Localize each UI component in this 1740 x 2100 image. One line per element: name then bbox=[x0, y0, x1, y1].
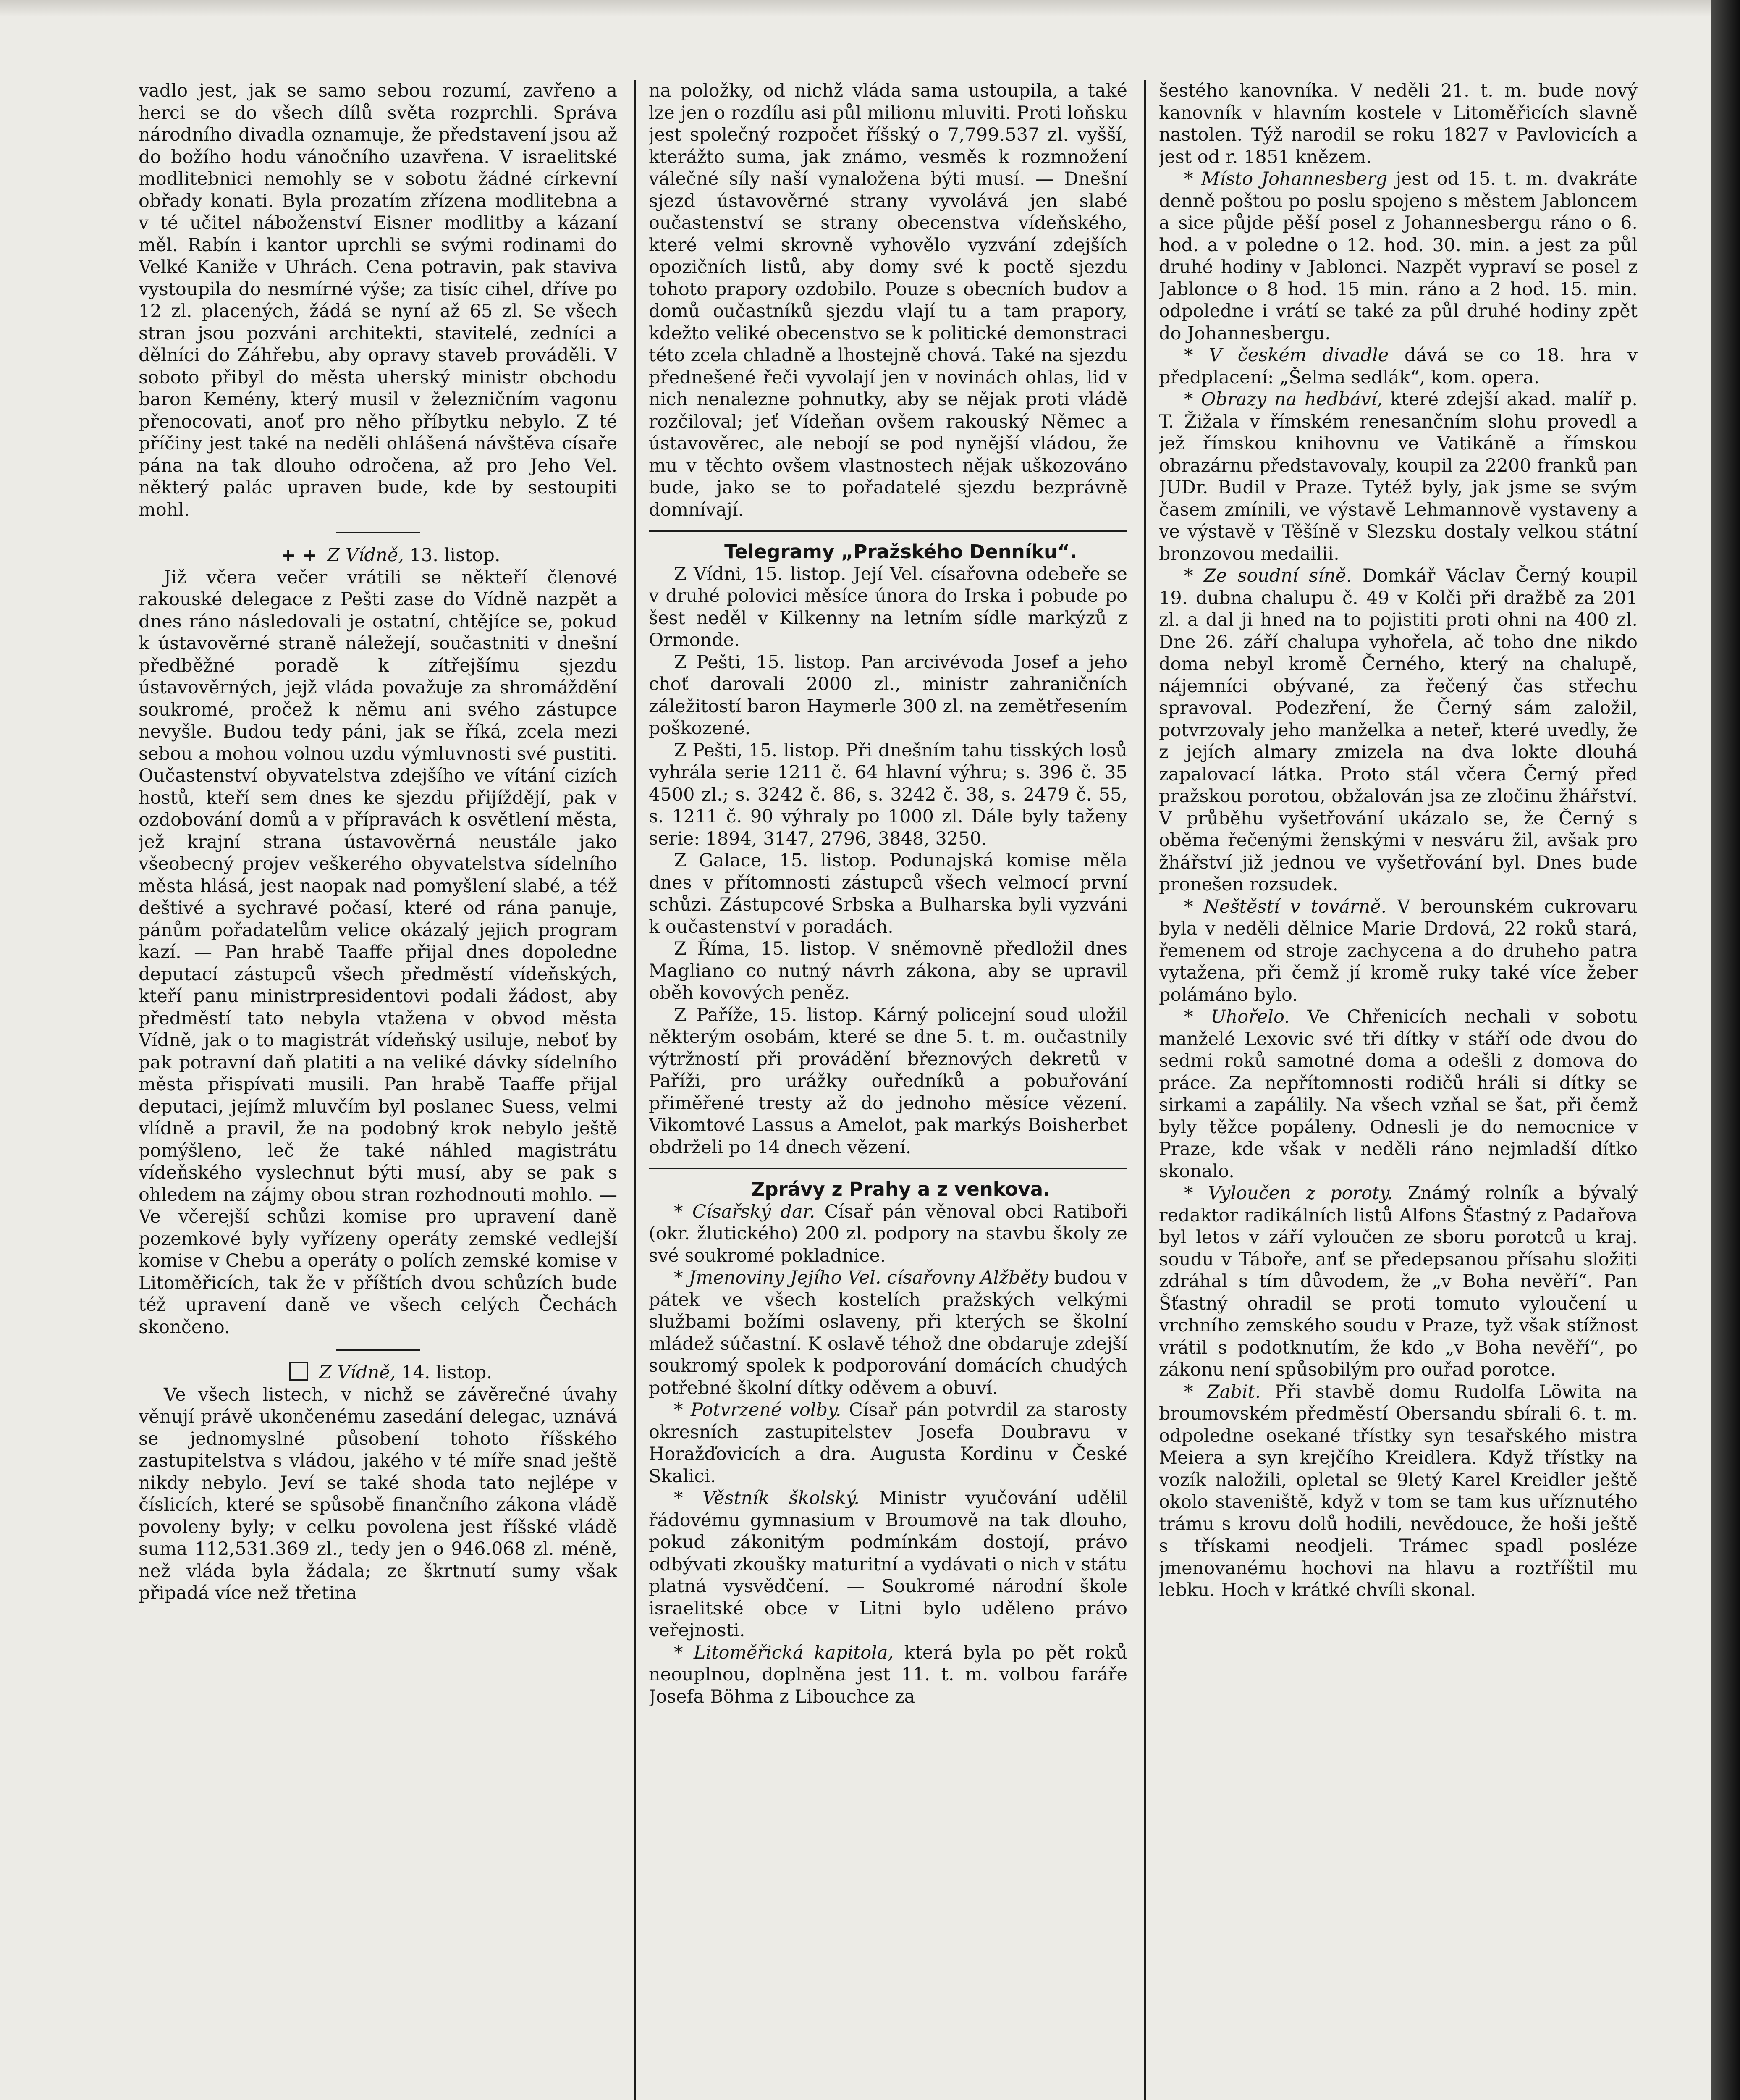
news-item-title: Místo Johannesberg bbox=[1201, 168, 1388, 189]
news-item-text: Císař pán věnoval obci Ratiboři (okr. žlutického) 200 zl. podpory na stavbu školy ze své soukromé pokladnice. bbox=[649, 1201, 1127, 1266]
dateline-date: 14. listop. bbox=[401, 1362, 493, 1383]
news-item-text: Císař pán potvrdil za starosty okresních zastupitelstev Josefa Doubravu v Horažďovicích a dra. Augusta Kordinu v České Skalici. bbox=[649, 1399, 1127, 1487]
news-item-title: Neštěstí v továrně. bbox=[1203, 896, 1387, 917]
cross-marker-icon: + + bbox=[280, 545, 317, 566]
news-item-title: Věstník školský. bbox=[702, 1488, 860, 1509]
news-item-text: Ve Chřenicích nechali v sobotu manželé Lexovic své tři dítky v stáří ode dvou do sedmi roků samotné doma a odešli z domova do práce. Za nepřítomnosti rodičů hráli si dítky se sirkami a zapálily. Na všech vzňal se šat, při čemž byly těžce popáleny. Odnesli je do nemocnice v Praze, kde však v neděli ráno nejmladší dítko skonalo. bbox=[1159, 1006, 1638, 1182]
article-vienna-14: Ve všech listech, v nichž se závěrečné úvahy věnují právě ukončenému zasedání delegac, uznává se jednomyslné působení tohoto říšského zastupitelstva s vládou, jakého v té míře snad ještě nikdy nebylo. Jeví se také shoda tato nejlépe v číslicích, které se spůsobě finančního zákona vládě povoleny byly; v celku povolena jest říšské vládě suma 112,531.369 zl., tedy jen o 946.068 zl. méně, než vláda byla žádala; ze škrtnutí sumy však připadá více než třetina bbox=[139, 1384, 617, 1604]
news-item: * Císařský dar. Císař pán věnoval obci Ratiboři (okr. žlutického) 200 zl. podpory na stavbu školy ze své soukromé pokladnice. bbox=[649, 1201, 1127, 1266]
dateline-place: Z Vídně, bbox=[327, 545, 404, 566]
news-item-text: které zdejší akad. malíř p. T. Žižala v římském renesančním slohu provedl a jež římskou knihovnu ve Vatikáně a římskou obrazárnu představovaly, koupil za 2200 franků pan JUDr. Budil v Praze. Tytéž byly, jak jsme se svým časem zmínili, ve výstavě Lehmannově vystaveny a ve výstavě v Těšíně v Slezsku dostaly velkou státní bronzovou medailii. bbox=[1159, 389, 1638, 564]
news-item-title: Zabit. bbox=[1207, 1381, 1261, 1402]
column-3 bbox=[1159, 80, 1638, 2100]
article-vienna-13: Již včera večer vrátili se někteří členové rakouské delegace z Pešti zase do Vídně nazpět a dnes ráno následovali je ostatní, chtějíce se, pokud k ústavověrné straně náležejí, součastniti v dnešní předběžné poradě k zítřejšímu sjezdu ústavověrných, jejž vláda považuje za shromáždění soukromé, pročež k němu ani svého zástupce nevyšle. Budou tedy páni, jak se říká, zcela mezi sebou a mohou volnou uzdu výmluvnosti své pustiti. Oučastenství obyvatelstva zdejšího ve vítání cizích hostů, kteří sem dnes ke sjezdu přijíždějí, pak v ozdobování domů a v přípravách k osvětlení města, jež krajní strana ústavověrná neustále jako všeobecný projev veškerého obyvatelstva sídelního města hlásá, jest naopak nad pomyšlení slabé, a též deštivé a sychravé počasí, které od rána panuje, pánům pořadatelům velice okázalý jejich program kazí. — Pan hrabě Taaffe přijal dnes dopoledne deputací zástupců všech předměstí vídeňských, kteří panu ministrpresidentovi podali žádost, aby předměstí tato nebyla vtažena v obvod města Vídně, jak o to magistrát vídeňský usiluje, neboť by pak potravní daň platiti a na veliké dávky sídelního města přispívati musili. Pan hrabě Taaffe přijal deputaci, jejímž mluvčím byl poslanec Suess, velmi vlídně a pravil, že na podobný krok nebylo ještě pomýšleno, leč že také náhled magistrátu vídeňského vyslechnut býti musí, aby se pak s ohledem na zájmy obou stran rozhodnouti mohlo. — Ve včerejší schůzi komise pro upravení daně pozemkové byly vyřízeny operáty zemské vedlejší komise v Chebu a operáty o polích zemské komise v Litoměřicích, tak že v příštích dvou schůzích bude též upravení daně ve všech celých Čechách skončeno. bbox=[139, 567, 617, 1338]
news-item-text: Domkář Václav Černý koupil 19. dubna chalupu č. 49 v Kolči při dražbě za 201 zl. a dal ji hned na to pojistiti proti ohni na 400 zl. Dne 26. září chalupa vyhořela, ač toho dne nikdo doma nebyl kromě Černého, který na chalupě, nájemníci obývané, za řečený čas střechu spravoval. Podezření, že Černý sám založil, potvrzovaly jeho manželka a neteř, které uvedly, že z jejích almary zmizela na dva lokte dlouhá zapalovací látka. Proto stál včera Černý před pražskou porotou, obžalován jsa ze zločinu žhářství. V průběhu vyšetřování ukázalo se, že Černý s oběma řečenými ženskými v nesváru žil, avšak pro žhářství již jednou ve vyšetřování byl. Dnes bude pronešen rozsudek. bbox=[1159, 565, 1638, 895]
news-item: * Zabit. Při stavbě domu Rudolfa Löwita na broumovském předměstí Obersandu sbírali 6. t. m. odpoledne osekané třístky syn tesařského mistra Meiera a syn krejčího Kreidlera. Když třístky na vozík naložili, opletal se 9letý Karel Kreidler ještě okolo staveniště, když v tom se tam kus uříznutého trámu s krovu dolů hodili, nevědouce, že hoši ještě s třískami neodjeli. Trámec spadl posléze jmenovanému hochovi na hlavu a roztříštil mu lebku. Hoch v krátké chvíli skonal. bbox=[1159, 1381, 1638, 1601]
news-item-text: Známý rolník a bývalý redaktor radikálních listů Alfons Šťastný z Padařova byl letos v září vyloučen ze sboru porotců u kraj. soudu v Táboře, anť se předepsanou přísahu složiti zdráhal s tím důvodem, že „v Boha nevěří“. Pan Šťastný ohradil se proti tomuto vyloučení u vrchního zemského soudu v Praze, tyž však stížnost vrátil s podotknutím, že kdo „v Boha nevěří“, po zákonu není spůsobilým pro ouřad porotce. bbox=[1159, 1183, 1638, 1380]
telegram-heading: Telegramy „Pražského Denníku“. bbox=[724, 541, 1077, 563]
dateline-vienna-13 bbox=[139, 544, 617, 567]
news-item: * Jmenoviny Jejího Vel. císařovny Alžběty budou v pátek ve všech kostelích pražských velkými službami božími oslaveny, při kterých se školní mládež súčastní. K oslavě téhož dne obdaruje zdejší soukromý spolek k podporování domácích chudých potřebné školní dítky oděvem a obuví. bbox=[649, 1267, 1127, 1399]
news-item-text: dává se co 18. hra v předplacení: „Šelma sedlák“, kom. opera. bbox=[1159, 345, 1638, 388]
telegram-item: Z Paříže, 15. listop. Kárný policejní soud uložil některým osobám, které se dne 5. t. m. oučastnily výtržností při provádění březnových dekretů v Paříži, pro urážky ouředníků a pobuřování přiměřené tresty až do jednoho měsíce vězení. Vikomtové Lassus a Amelot, pak markýs Boisherbet obdrželi po 14 dnech vězení. bbox=[649, 1004, 1127, 1158]
news-item-text: Při stavbě domu Rudolfa Löwita na broumovském předměstí Obersandu sbírali 6. t. m. odpoledne osekané třístky syn tesařského mistra Meiera a syn krejčího Kreidlera. Když třístky na vozík naložili, opletal se 9letý Karel Kreidler ještě okolo staveniště, když v tom se tam kus uříznutého trámu s krovu dolů hodili, nevědouce, že hoši ještě s třískami neodjeli. Trámec spadl posléze jmenovanému hochovi na hlavu a roztříštil mu lebku. Hoch v krátké chvíli skonal. bbox=[1159, 1381, 1638, 1601]
column-rule bbox=[634, 80, 636, 2100]
dateline-date: 13. listop. bbox=[409, 545, 501, 566]
square-marker-icon bbox=[289, 1362, 308, 1381]
news-item: * Litoměřická kapitola, která byla po pět roků neouplnou, doplněna jest 11. t. m. volbou faráře Josefa Böhma z Libouchce za bbox=[649, 1642, 1127, 1707]
news-item: * Obrazy na hedbáví, které zdejší akad. malíř p. T. Žižala v římském renesančním slohu provedl a jež římskou knihovnu ve Vatikáně a římskou obrazárnu představovaly, koupil za 2200 franků pan JUDr. Budil v Praze. Tytéž byly, jak jsme se svým časem zmínili, ve výstavě Lehmannově vystaveny a ve výstavě v Těšíně v Slezsku dostaly velkou státní bronzovou medailii. bbox=[1159, 389, 1638, 564]
news-item-title: Císařský dar. bbox=[692, 1201, 815, 1222]
news-item: * Uhořelo. Ve Chřenicích nechali v sobotu manželé Lexovic své tři dítky v stáří ode dvou do sedmi roků samotné doma a odešli z domova do práce. Za nepřítomnosti rodičů hráli si dítky se sirkami a zapálily. Na všech vzňal se šat, při čemž byly těžce popáleny. Odnesli je do nemocnice v Praze, kde však v neděli ráno nejmladší dítko skonalo. bbox=[1159, 1006, 1638, 1182]
news-item-continuation: šestého kanovníka. V neděli 21. t. m. bude nový kanovník v hlavním kostele v Litoměřicích slavně nastolen. Týž narodil se roku 1827 v Pavlovicích a jest od r. 1851 knězem. bbox=[1159, 80, 1638, 168]
section-divider bbox=[649, 1168, 1127, 1169]
news-item-title: V českém divadle bbox=[1209, 345, 1389, 366]
news-item: * Potvrzené volby. Císař pán potvrdil za starosty okresních zastupitelstev Josefa Doubravu v Horažďovicích a dra. Augusta Kordinu v České Skalici. bbox=[649, 1399, 1127, 1487]
news-item: * Neštěstí v továrně. V berounském cukrovaru byla v neděli dělnice Marie Drdová, 22 roků stará, řemenem od stroje zachycena a do druheho patra vytažena, při čemž jí kromě ruky také více žeber polámáno bylo. bbox=[1159, 896, 1638, 1005]
news-item-title: Uhořelo. bbox=[1211, 1006, 1290, 1027]
news-item: * Vyloučen z poroty. Známý rolník a bývalý redaktor radikálních listů Alfons Šťastný z Padařova byl letos v září vyloučen ze sboru porotců u kraj. soudu v Táboře, anť se předepsanou přísahu složiti zdráhal s tím důvodem, že „v Boha nevěří“. Pan Šťastný ohradil se proti tomuto vyloučení u vrchního zemského soudu v Praze, tyž však stížnost vrátil s podotknutím, že kdo „v Boha nevěří“, po zákonu není spůsobilým pro ouřad porotce. bbox=[1159, 1183, 1638, 1380]
article-continuation-zagreb: vadlo jest, jak se samo sebou rozumí, zavřeno a herci se do všech dílů světa rozprchli. Správa národního divadla oznamuje, že představení jsou až do božího hodu vánočního uzavřena. V israelitské modlitebnici nemohly se v sobotu žádné církevní obřady konati. Byla prozatím zřízena modlitebna a v té učitel náboženství Eisner modlitby a kázaní měl. Rabín i kantor uprchli se svými rodinami do Velké Kaniže v Uhrách. Cena potravin, pak staviva vystoupila do nesmírné výše; za tisíc cihel, dříve po 12 zl. placených, žádá se nyní až 65 zl. Se všech stran jsou pozváni architekti, stavitelé, zedníci a dělníci do Záhřebu, aby opravy staveb prováděli. V soboto přibyl do města uherský ministr obchodu baron Kemény, který musil v železničním vagonu přenocovati, anoť pro něho příbytku nebylo. Z té příčiny jest také na neděli ohlášená návštěva císaře pána na tak dlouho odročena, až pro Jeho Vel. některý palác upraven bude, kde by sestoupiti mohl. bbox=[139, 80, 617, 520]
news-item-text: V berounském cukrovaru byla v neděli dělnice Marie Drdová, 22 roků stará, řemenem od stroje zachycena a do druheho patra vytažena, při čemž jí kromě ruky také více žeber polámáno bylo. bbox=[1159, 896, 1638, 1005]
section-divider bbox=[336, 532, 420, 533]
news-item-title: Obrazy na hedbáví, bbox=[1201, 389, 1383, 410]
news-item-title: Vyloučen z poroty. bbox=[1208, 1183, 1393, 1204]
scan-right-edge bbox=[1711, 0, 1740, 2100]
article-vienna-14-continued: na položky, od nichž vláda sama ustoupila, a také lze jen o rozdílu asi půl milionu mluviti. Proti loňsku jest společný rozpočet říšský o 7,799.537 zl. vyšší, kterážto suma, jak známo, vesměs k rozmnožení válečné síly naší vynaložena býti musí. — Dnešní sjezd ústavověrné strany vyvolává jen slabé oučastenství se strany obecenstva vídeňského, které velmi skrovně vyhovělo vyzvání zdejších opozičních listů, aby domy své k poctě sjezdu tohoto prapory ozdobilo. Pouze s obecních budov a domů oučastníků sjezdu vlají tu a tam prapory, kdežto veliké obecenstvo se k politické demonstraci této zcela chladně a lhostejně chová. Také na sjezdu přednešené řeči vyvolají jen v novinách ohlas, lid v nich nenalezne pohnutky, aby se nějak proti vládě rozčiloval; jeť Vídeňan ovšem rakouský Němec a ústavověrec, ale nebojí se pod nynější vládou, že mu v těchto ovšem vlastnostech nějak uškozováno bude, jako se to pořadatelé sjezdu bezprávně domnívají. bbox=[649, 80, 1127, 520]
newspaper-page bbox=[139, 80, 1638, 2100]
news-item-title: Jmenoviny Jejího Vel. císařovny Alžběty bbox=[689, 1267, 1048, 1288]
news-item: * Místo Johannesberg jest od 15. t. m. dvakráte denně poštou po poslu spojeno s městem Jabloncem a sice půjde pěší posel z Johannesbergu ráno o 6. hod. a v poledne o 12. hod. 30. min. a jest za půl druhé hodiny v Jablonci. Nazpět vypraví se posel z Jablonce o 8 hod. 15 min. ráno a 2 hod. 15. min. odpoledne i vrátí se také za půl druhé hodiny zpět do Johannesbergu. bbox=[1159, 168, 1638, 344]
news-item-title: Litoměřická kapitola, bbox=[693, 1642, 894, 1663]
scan-top-shadow bbox=[0, 0, 1740, 17]
dateline-vienna-14 bbox=[139, 1362, 617, 1384]
news-heading: Zprávy z Prahy a z venkova. bbox=[751, 1178, 1051, 1200]
telegram-item: Z Pešti, 15. listop. Pan arcivévoda Josef a jeho choť darovali 2000 zl., ministr zahraničních záležitostí baron Haymerle 300 zl. na zemětřesením poškozené. bbox=[649, 651, 1127, 739]
section-divider bbox=[336, 1349, 420, 1351]
column-1 bbox=[139, 80, 617, 2100]
news-item-title: Potvrzené volby. bbox=[690, 1399, 841, 1420]
news-item: * Věstník školský. Ministr vyučování udělil řádovému gymnasium v Broumově na tak dlouho, pokud zákonitým podmínkám dostojí, právo odbývati zkoušky maturitní a vydávati o nich v státu platná vysvědčení. — Soukromé národní škole israelitské obce v Litni bylo uděleno právo veřejnosti. bbox=[649, 1488, 1127, 1641]
section-divider bbox=[649, 530, 1127, 532]
news-item-text: budou v pátek ve všech kostelích pražských velkými službami božími oslaveny, při kterých se školní mládež súčastní. K oslavě téhož dne obdaruje zdejší soukromý spolek k podporování domácích chudých potřebné školní dítky oděvem a obuví. bbox=[649, 1267, 1127, 1399]
dateline-place: Z Vídně, bbox=[319, 1362, 396, 1383]
news-item-text: která byla po pět roků neouplnou, doplněna jest 11. t. m. volbou faráře Josefa Böhma z Libouchce za bbox=[649, 1642, 1127, 1707]
news-item-text: Ministr vyučování udělil řádovému gymnasium v Broumově na tak dlouho, pokud zákonitým podmínkám dostojí, právo odbývati zkoušky maturitní a vydávati o nich v státu platná vysvědčení. — Soukromé národní škole israelitské obce v Litni bylo uděleno právo veřejnosti. bbox=[649, 1488, 1127, 1641]
news-item-title: Ze soudní síně. bbox=[1203, 565, 1352, 586]
news-item: * V českém divadle dává se co 18. hra v předplacení: „Šelma sedlák“, kom. opera. bbox=[1159, 345, 1638, 388]
column-2 bbox=[649, 80, 1127, 2100]
news-item-text: jest od 15. t. m. dvakráte denně poštou po poslu spojeno s městem Jabloncem a sice půjde pěší posel z Johannesbergu ráno o 6. hod. a v poledne o 12. hod. 30. min. a jest za půl druhé hodiny v Jablonci. Nazpět vypraví se posel z Jablonce o 8 hod. 15 min. ráno a 2 hod. 15. min. odpoledne i vrátí se také za půl druhé hodiny zpět do Johannesbergu. bbox=[1159, 168, 1638, 344]
telegram-item: Z Říma, 15. listop. V sněmovně předložil dnes Magliano co nutný návrh zákona, aby se upravil oběh kovových peněz. bbox=[649, 938, 1127, 1003]
telegram-item: Z Galace, 15. listop. Podunajská komise měla dnes v přítomnosti zástupců všech velmocí první schůzi. Zástupcové Srbska a Bulharska byli vyzváni k oučastenství v poradách. bbox=[649, 850, 1127, 937]
column-rule bbox=[1144, 80, 1146, 2100]
telegram-item: Z Vídni, 15. listop. Její Vel. císařovna odebeře se v druhé polovici měsíce února do Irska i pobude po šest neděl v Kilkenny na letním sídle markýzů z Ormonde. bbox=[649, 563, 1127, 651]
news-item: * Ze soudní síně. Domkář Václav Černý koupil 19. dubna chalupu č. 49 v Kolči při dražbě za 201 zl. a dal ji hned na to pojistiti proti ohni na 400 zl. Dne 26. září chalupa vyhořela, ač toho dne nikdo doma nebyl kromě Černého, který na chalupě, nájemníci obývané, za řečený čas střechu spravoval. Podezření, že Černý sám založil, potvrzovaly jeho manželka a neteř, které uvedly, že z jejích almary zmizela na dva lokte dlouhá zapalovací látka. Proto stál včera Černý před pražskou porotou, obžalován jsa ze zločinu žhářství. V průběhu vyšetřování ukázalo se, že Černý s oběma řečenými ženskými v nesváru žil, avšak pro žhářství již jednou ve vyšetřování byl. Dnes bude pronešen rozsudek. bbox=[1159, 565, 1638, 895]
telegram-item: Z Pešti, 15. listop. Při dnešním tahu tisských losů vyhrála serie 1211 č. 64 hlavní výhru; s. 396 č. 35 4500 zl.; s. 3242 č. 86, s. 3242 č. 38, s. 2479 č. 55, s. 1211 č. 90 výhraly po 1000 zl. Dále byly taženy serie: 1894, 3147, 2796, 3848, 3250. bbox=[649, 740, 1127, 849]
